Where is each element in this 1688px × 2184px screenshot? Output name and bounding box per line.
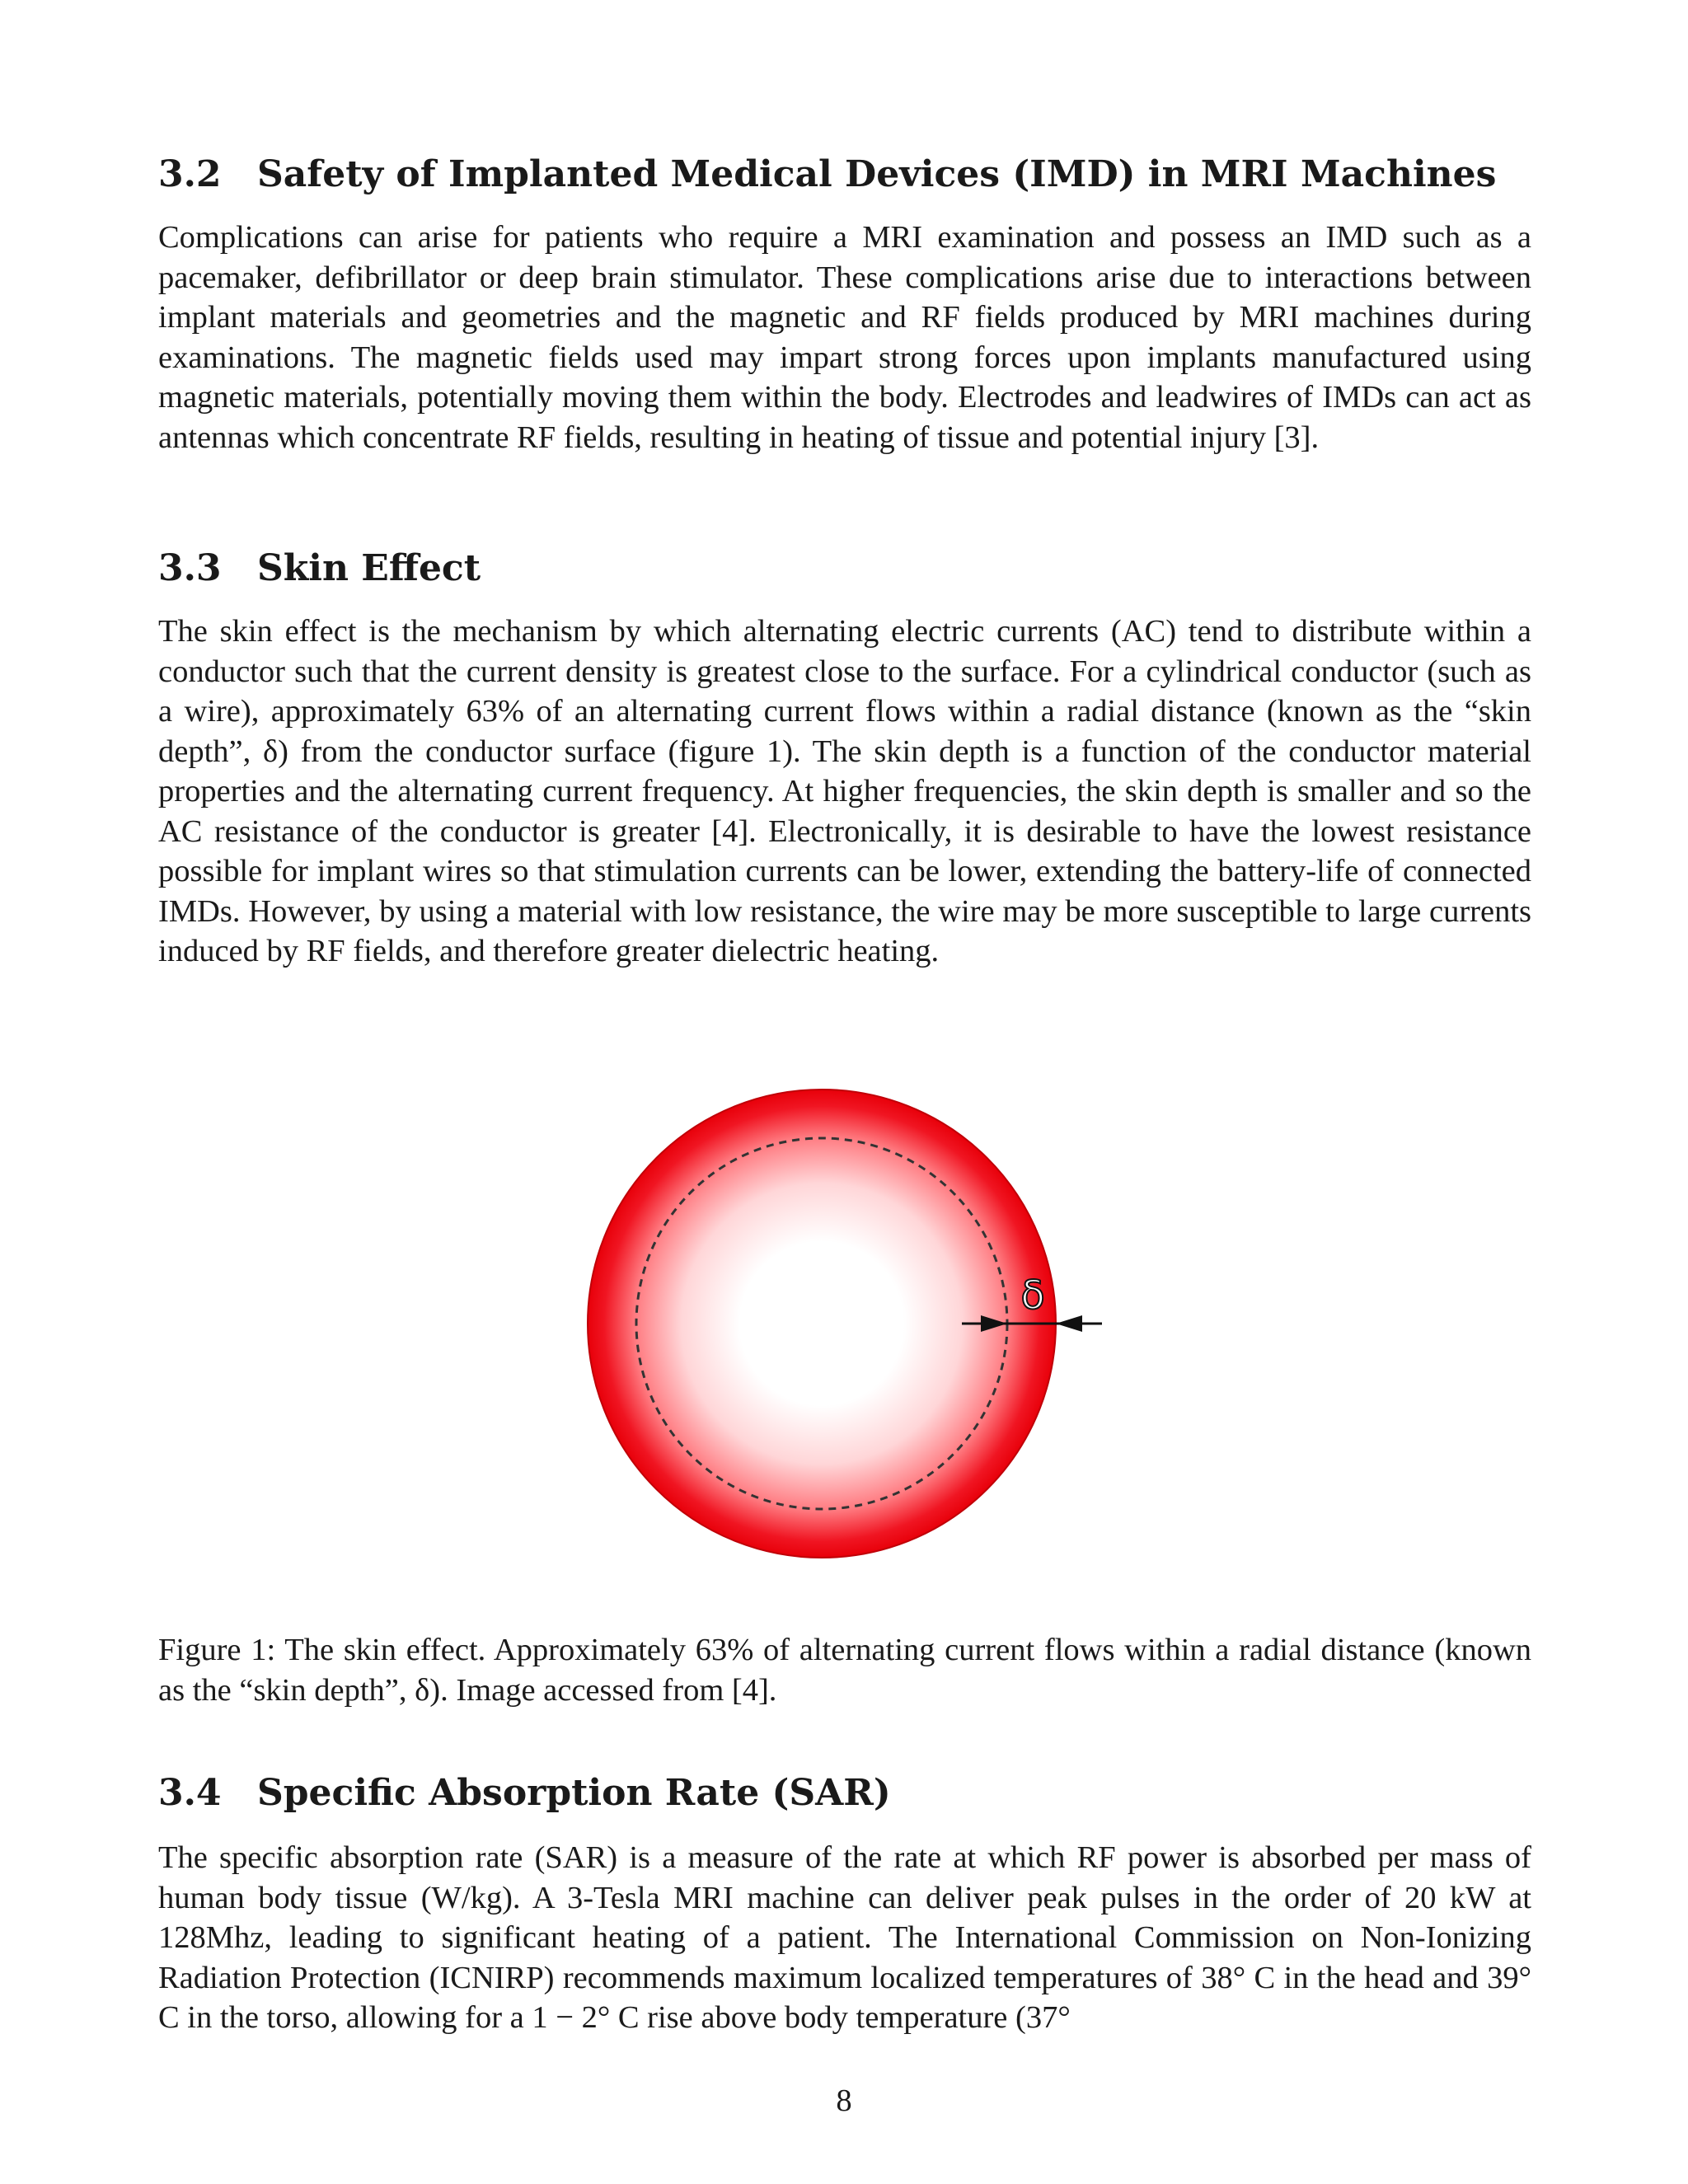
section-title: Skin Effect xyxy=(257,547,481,589)
section-3-4-paragraph: The specific absorption rate (SAR) is a measure of the rate at which RF power is absorbed per mass of human body tissue (W/kg). A 3-Tesla MRI machine can deliver peak pulses in the order of 20 kW at 128Mhz, leading to significant heating of a patient. The International Commission on Non-Ionizing Radiation Protection (ICNIRP) recommends maximum localized temperatures of 38° C in the head and 39° C in the torso, allowing for a 1 − 2° C rise above body temperature (37° xyxy=(158,1840,1531,2035)
arrow-left-icon xyxy=(1056,1315,1082,1332)
skin-effect-diagram xyxy=(577,1080,1113,1591)
section-heading-3-3 xyxy=(158,547,1531,590)
figure-caption: Figure 1: The skin effect. Approximately 63% of alternating current flows within a radial distance (known as the “skin depth”, δ). Image accessed from [4]. xyxy=(158,1633,1531,1708)
section-title: Specific Absorption Rate (SAR) xyxy=(257,1772,891,1814)
section-title: Safety of Implanted Medical Devices (IMD) in MRI Machines xyxy=(257,153,1497,195)
section-number: 3.3 xyxy=(158,547,222,589)
page-number: 8 xyxy=(836,2083,852,2118)
section-3-2-paragraph: Complications can arise for patients who require a MRI examination and possess an IMD such as a pacemaker, defibrillator or deep brain stimulator. These complications arise due to interactions between implant materials and geometries and the magnetic and RF fields produced by MRI machines during examinations. The magnetic fields used may impart strong forces upon implants manufactured using magnetic materials, potentially moving them within the body. Electrodes and leadwires of IMDs can act as antennas which concentrate RF fields, resulting in heating of tissue and potential injury [3]. xyxy=(158,220,1531,455)
skin-effect-figure xyxy=(577,1080,1113,1591)
section-number: 3.4 xyxy=(158,1772,222,1814)
section-heading-3-2 xyxy=(158,153,1531,196)
section-number: 3.2 xyxy=(158,153,222,195)
skin-depth-symbol: δ xyxy=(1020,1272,1045,1319)
section-heading-3-4 xyxy=(158,1772,1531,1815)
section-3-3-paragraph: The skin effect is the mechanism by which alternating electric currents (AC) tend to distribute within a conductor such that the current density is greatest close to the surface. For a cylindrical conductor (such as a wire), approximately 63% of an alternating current flows within a radial distance (known as the “skin depth”, δ) from the conductor surface (figure 1). The skin depth is a function of the conductor material properties and the alternating current frequency. At higher frequencies, the skin depth is smaller and so the AC resistance of the conductor is greater [4]. Electronically, it is desirable to have the lowest resistance possible for implant wires so that stimulation currents can be lower, extending the battery-life of connected IMDs. However, by using a material with low resistance, the wire may be more susceptible to large currents induced by RF fields, and therefore greater dielectric heating. xyxy=(158,614,1531,968)
